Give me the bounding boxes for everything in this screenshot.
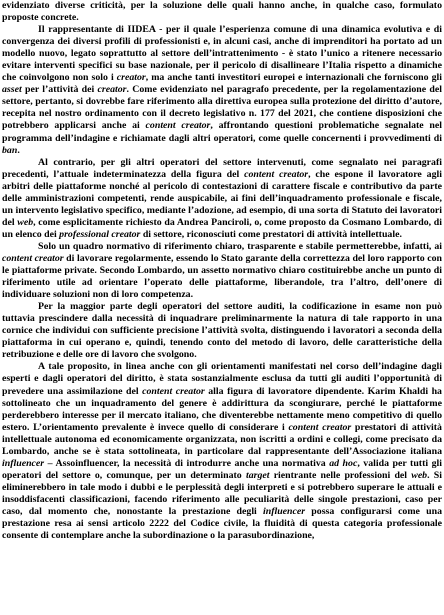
text-run: Per la maggior parte degli operatori del settore auditi, la codificazione in esame non può tuttavia prescindere dalla necessità di inquadrare preliminarmente la natura di tale rapporto in una cornice che individui con sufficiente precisione l’attività svolta, distinguendo i lavoratori a seconda della piattaforma in cui operano e, quindi, tenendo conto del metodo di lavoro, delle caratteristiche della retribuzione e delle ore di lavoro che svolgono.: [2, 301, 442, 361]
paragraph-4: [2, 241, 442, 301]
italic-term: creator: [116, 72, 146, 84]
italic-term: content creator: [288, 421, 352, 433]
text-run: possa configurarsi come una prestazione resa ai sensi articolo 2222 del Codice civile, la fluidità di questa categoria professionale consente di contemplare anche la subordinazione o la parasubordinazione,: [2, 505, 442, 542]
italic-term: influencer: [2, 457, 45, 469]
text-run: prestatori di attività intellettuale autonoma ed economicamente organizzata, non iscritti a ordini e collegi, come precisato da Lombardo, anche se è stata sottolineata, in particolare dal rappresentante dell’Associazione italiana: [2, 421, 442, 457]
text-run: per l’attività dei: [21, 84, 98, 96]
document-page: [2, 0, 442, 542]
paragraph-2: [2, 24, 442, 157]
text-run: . Come evidenziato nel paragrafo precedente, per la regolamentazione del settore, pertanto, si dovrebbe fare riferimento alla direttiva europea sulla protezione del diritto d’autore, recepita nel nostro ordinamento con il decreto legislativo n. 177 del 2021, che contiene disposizioni che potrebbero applicarsi anche ai: [2, 84, 442, 132]
paragraph-5: [2, 301, 442, 361]
text-run: Al contrario, per gli altri operatori del settore intervenuti, come segnalato nei paragrafi precedenti, l’attuale indeterminatezza della figura del: [2, 156, 442, 180]
text-run: , ma anche tanti investitori europei e internazionali che forniscono gli: [145, 72, 442, 84]
text-run: Il rappresentante di IIDEA - per il quale l’esperienza comune di una dinamica evolutiva e di convergenza dei diversi profili di professionisti e, in alcuni casi, anche di imprenditori ha portato ad un modello nuovo, legato soprattutto al settore dell’intrattenimento - è stato l’unico a ritenere necessario evitare interventi specifici su base nazionale, per il pericolo di disallineare l’Italia rispetto a dinamiche che coinvolgono non solo i: [2, 24, 442, 84]
italic-term: content creator: [244, 168, 309, 180]
text-run: rientrante nelle professioni del: [269, 469, 412, 481]
italic-term: content creator: [142, 385, 205, 397]
italic-term: ad hoc: [329, 457, 358, 469]
paragraph-3: [2, 157, 442, 241]
text-run: evidenziato diverse criticità, per la soluzione delle quali hanno anche, in qualche caso, formulato proposte concrete.: [2, 0, 442, 24]
text-run: , che espone il lavoratore agli arbitri delle piattaforme nonché al pericolo di contestazioni di carattere fiscale e contributivo da parte delle amministrazioni competenti, rende auspicabile, ai fini dell’inquadramento professionale e fiscale, un intervento legislativo specifico, mediante l’adozione, ad esempio, di una sorta di Statuto dei lavoratori del: [2, 168, 442, 228]
text-run: Solo un quadro normativo di riferimento chiaro, trasparente e stabile permetterebbe, infatti, ai: [38, 240, 442, 252]
text-run: , valida per tutti gli operatori del settore o, comunque, per un determinato: [2, 457, 442, 481]
italic-term: web: [411, 469, 428, 481]
text-run: A tale proposito, in linea anche con gli orientamenti manifestati nel corso dell’indagine dagli esperti e dagli operatori del diritto, è stata sostanzialmente esclusa da tutti gli auditi l’opportunità di prevedere una assimilazione del: [2, 361, 442, 397]
text-run: , come esplicitamente richiesto da Andrea Panciroli, o, come proposto da Cosmano Lombardo, di un elenco dei: [2, 216, 442, 240]
italic-term: influencer: [262, 505, 306, 517]
text-run: , affrontando questioni problematiche segnalate nel programma dell’indagine e richiamate dagli altri operatori, come quelle concernenti i provvedimenti di: [2, 120, 442, 144]
text-run: .: [17, 144, 20, 156]
paragraph-1: [2, 0, 442, 24]
text-run: . Si eliminerebbero in tale modo i dubbi e le perplessità degli interpreti e si potrebbero superare le attuali e insoddisfacenti classificazioni, facendo riferimento alle peculiarità delle singole prestazioni, caso per caso, dal momento che, nonostante la prestazione degli: [2, 469, 443, 517]
italic-term: ban: [2, 144, 18, 156]
text-run: alla figura di lavoratore dipendente. Karim Khaldi ha sottolineato che un inquadramento del genere è addirittura da scongiurare, perché le piattaforme perderebbero interesse per il mercato italiano, che diventerebbe nettamente meno competitivo di quello estero. L’orientamento prevalente è invece quello di considerare i: [2, 385, 442, 433]
italic-term: asset: [2, 84, 22, 96]
italic-term: content creator: [2, 252, 64, 264]
italic-term: professional creator: [59, 228, 141, 240]
italic-term: creator: [97, 84, 127, 96]
text-run: di lavorare regolarmente, essendo lo Stato garante della correttezza del loro rapporto con le piattaforme private. Secondo Lombardo, un assetto normativo chiaro costituirebbe anche un punto di riferimento utile ad orientare l’operato delle piattaforme, liberandole, tra l’altro, dell’onere di individuare soluzioni non di loro competenza.: [2, 252, 442, 301]
text-run: di settore, riconosciuti come prestatori di attività intellettuale.: [140, 228, 402, 240]
italic-term: content creator: [145, 120, 211, 132]
text-run: – Assoinfluencer, la necessità di introdurre anche una normativa: [44, 457, 330, 469]
italic-term: target: [245, 469, 270, 481]
paragraph-6: [2, 361, 442, 542]
italic-term: web: [17, 216, 34, 228]
